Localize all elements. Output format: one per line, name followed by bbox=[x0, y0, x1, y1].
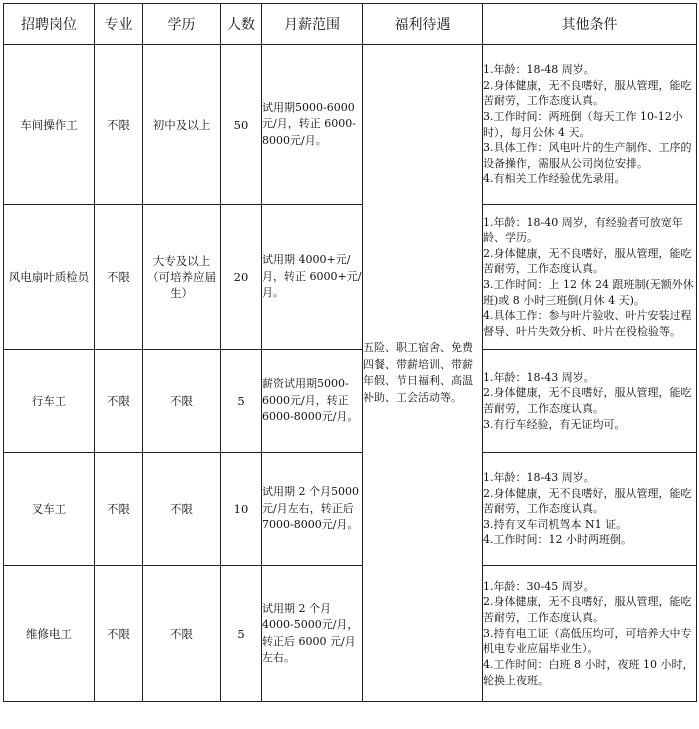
position-cell: 行车工 bbox=[4, 350, 95, 453]
condition-line: 3.工作时间：上 12 休 24 跟班制(无额外休班)或 8 小时三班倒(月休 4 天)。 bbox=[483, 278, 694, 307]
condition-line: 2.身体健康，无不良嗜好，服从管理，能吃苦耐劳，工作态度认真。 bbox=[483, 78, 692, 108]
condition-line: 1.年龄：18-43 周岁。 bbox=[483, 370, 595, 384]
position-cell: 风电扇叶质检员 bbox=[4, 205, 95, 350]
major-cell: 不限 bbox=[95, 350, 143, 453]
condition-line: 3.持有电工证（高低压均可，可培养大中专机电专业应届毕业生）。 bbox=[483, 626, 692, 656]
header-benefits: 福利待遇 bbox=[363, 4, 483, 45]
condition-line: 2.身体健康，无不良嗜好，服从管理，能吃苦耐劳，工作态度认真。 bbox=[483, 246, 692, 276]
condition-line: 4.具体工作：参与叶片验收、叶片安装过程督导、叶片失效分析、叶片在役检验等。 bbox=[483, 309, 692, 338]
benefits-cell: 五险、职工宿舍、免费四餐、带薪培训、带薪年假、节日福利、高温补助、工会活动等。 bbox=[363, 45, 483, 702]
header-count: 人数 bbox=[221, 4, 262, 45]
count-cell: 50 bbox=[221, 45, 262, 205]
position-cell: 维修电工 bbox=[4, 566, 95, 702]
conditions-cell bbox=[483, 453, 697, 566]
salary-cell: 试用期5000-6000元/月，转正 6000-8000元/月。 bbox=[262, 45, 363, 205]
condition-line: 2.身体健康，无不良嗜好，服从管理，能吃苦耐劳，工作态度认真。 bbox=[483, 486, 692, 516]
count-cell: 5 bbox=[221, 350, 262, 453]
condition-line: 1.年龄：18-40 周岁，有经验者可放宽年龄、学历。 bbox=[483, 215, 683, 245]
count-cell: 5 bbox=[221, 566, 262, 702]
table-row bbox=[4, 566, 697, 702]
count-cell: 20 bbox=[221, 205, 262, 350]
condition-line: 3.持有叉车司机驾本 N1 证。 bbox=[483, 517, 628, 531]
salary-cell: 试用期 2 个月5000 元/月左右，转正后7000-8000元/月。 bbox=[262, 453, 363, 566]
major-cell: 不限 bbox=[95, 205, 143, 350]
condition-line: 4.工作时间：白班 8 小时，夜班 10 小时，轮换上夜班。 bbox=[483, 657, 694, 687]
condition-line: 3.具体工作：风电叶片的生产制作、工序的设备操作，需服从公司岗位安排。 bbox=[483, 141, 692, 170]
condition-line: 1.年龄：30-45 周岁。 bbox=[483, 579, 595, 593]
salary-cell: 试用期 4000+元/月，转正 6000+元/月。 bbox=[262, 205, 363, 350]
major-cell: 不限 bbox=[95, 453, 143, 566]
condition-line: 3.工作时间：两班倒（每天工作 10-12小时），每月公休 4 天。 bbox=[483, 109, 683, 139]
education-cell: 不限 bbox=[143, 566, 221, 702]
condition-line: 1.年龄：18-48 周岁。 bbox=[483, 63, 595, 77]
table-row bbox=[4, 453, 697, 566]
condition-line: 2.身体健康，无不良嗜好，服从管理，能吃苦耐劳，工作态度认真。 bbox=[483, 386, 692, 415]
table-row bbox=[4, 45, 697, 205]
table-row bbox=[4, 205, 697, 350]
condition-line: 2.身体健康，无不良嗜好，服从管理，能吃苦耐劳，工作态度认真。 bbox=[483, 595, 692, 625]
major-cell: 不限 bbox=[95, 566, 143, 702]
count-cell: 10 bbox=[221, 453, 262, 566]
header-salary: 月薪范围 bbox=[262, 4, 363, 45]
education-cell: 不限 bbox=[143, 350, 221, 453]
education-cell: 初中及以上 bbox=[143, 45, 221, 205]
condition-line: 3.有行车经验，有无证均可。 bbox=[483, 417, 626, 431]
condition-line: 4.工作时间：12 小时两班倒。 bbox=[483, 533, 632, 547]
header-major: 专业 bbox=[95, 4, 143, 45]
condition-line: 1.年龄：18-43 周岁。 bbox=[483, 470, 595, 484]
conditions-cell bbox=[483, 566, 697, 702]
conditions-cell bbox=[483, 205, 697, 350]
header-conditions: 其他条件 bbox=[483, 4, 697, 45]
header-education: 学历 bbox=[143, 4, 221, 45]
recruitment-table bbox=[3, 3, 697, 702]
salary-cell: 试用期 2 个月4000-5000元/月，转正后 6000 元/月左右。 bbox=[262, 566, 363, 702]
conditions-cell bbox=[483, 45, 697, 205]
education-cell: 不限 bbox=[143, 453, 221, 566]
salary-cell: 薪资试用期5000-6000元/月，转正 6000-8000元/月。 bbox=[262, 350, 363, 453]
conditions-cell bbox=[483, 350, 697, 453]
major-cell: 不限 bbox=[95, 45, 143, 205]
position-cell: 车间操作工 bbox=[4, 45, 95, 205]
condition-line: 4.有相关工作经验优先录用。 bbox=[483, 172, 626, 186]
position-cell: 叉车工 bbox=[4, 453, 95, 566]
table-row bbox=[4, 350, 697, 453]
education-cell: 大专及以上（可培养应届生） bbox=[143, 205, 221, 350]
header-position: 招聘岗位 bbox=[4, 4, 95, 45]
header-row bbox=[4, 4, 697, 45]
